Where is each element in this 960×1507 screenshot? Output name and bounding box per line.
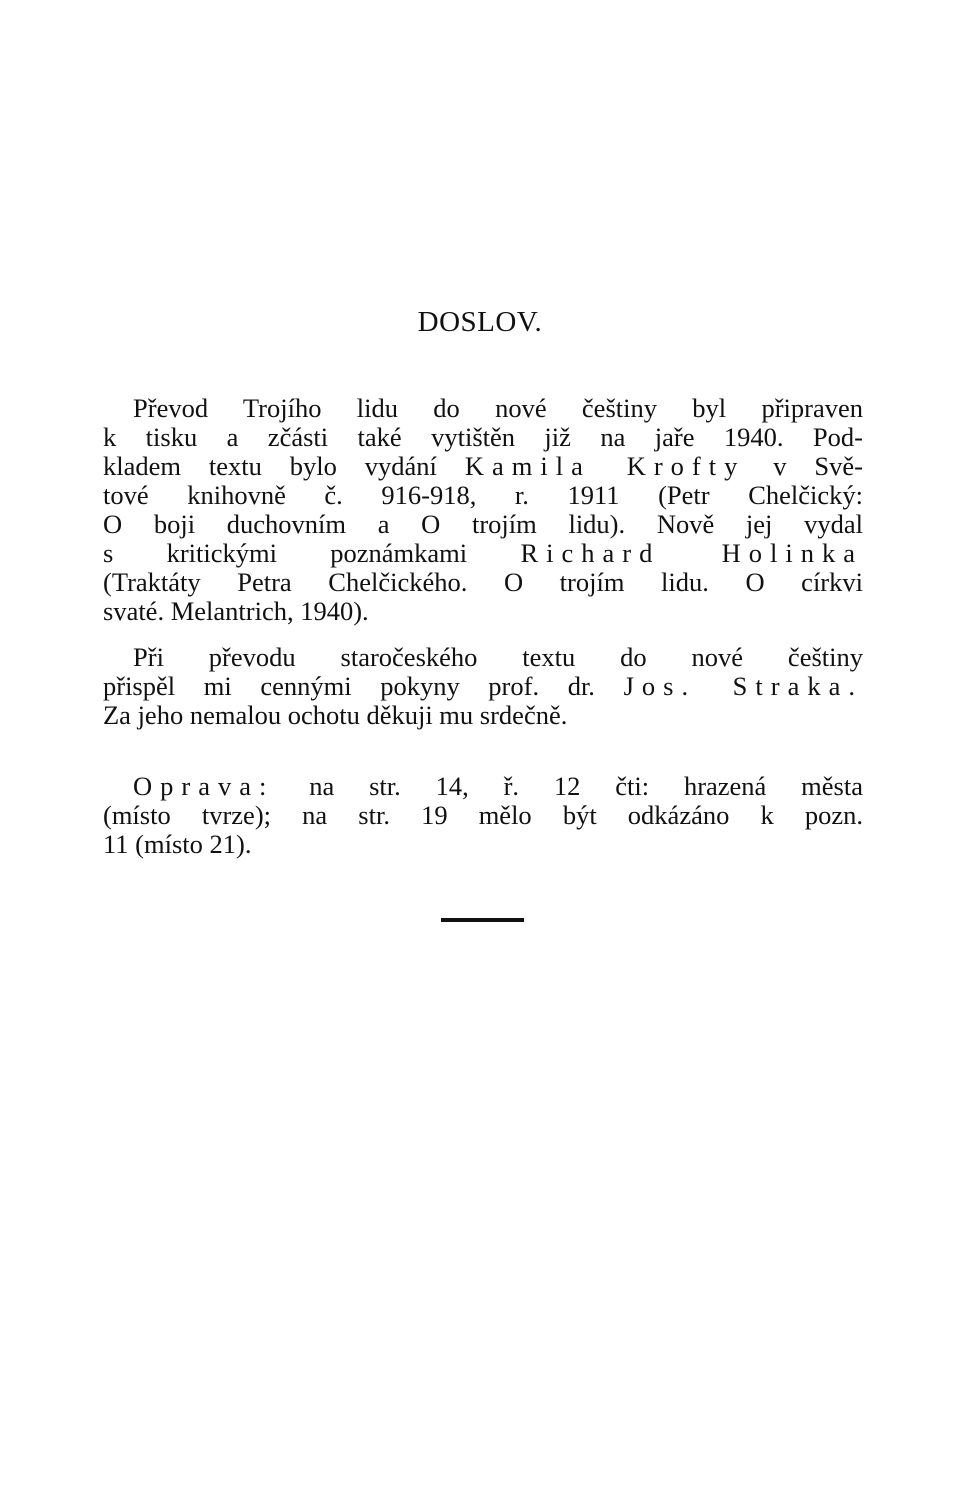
paragraph-line bbox=[103, 539, 863, 568]
editor-name-spaced: Richard Holinka bbox=[520, 538, 863, 568]
paragraph-line: Za jeho nemalou ochotu děkuji mu srdečně. bbox=[103, 700, 568, 730]
paragraph-line: tové knihovně č. 916-918, r. 1911 (Petr Chelčický: bbox=[103, 480, 863, 510]
line-segment: v Svě- bbox=[773, 451, 864, 481]
paragraph-line: (místo tvrze); na str. 19 mělo být odkázáno k pozn. bbox=[103, 800, 863, 830]
paragraph-line: Převod Trojího lidu do nové češtiny byl připraven bbox=[133, 393, 863, 423]
paragraph-translation-source bbox=[103, 394, 863, 626]
person-name-spaced: Jos. Straka. bbox=[623, 671, 864, 701]
paragraph-line: svaté. Melantrich, 1940). bbox=[103, 596, 369, 626]
paragraph-errata bbox=[103, 772, 863, 859]
line-segment: kladem textu bylo vydání bbox=[103, 451, 437, 481]
paragraph-line: 11 (místo 21). bbox=[103, 829, 252, 859]
paragraph-line: O boji duchovním a O trojím lidu). Nově jej vydal bbox=[103, 509, 863, 539]
line-segment: přispěl mi cennými pokyny prof. dr. bbox=[103, 671, 595, 701]
line-segment: s kritickými poznámkami bbox=[103, 538, 468, 568]
line-segment: na str. 14, ř. 12 čti: hrazená města bbox=[309, 771, 863, 801]
paragraph-line: k tisku a zčásti také vytištěn již na jaře 1940. Pod- bbox=[103, 422, 863, 452]
page-title: DOSLOV. bbox=[417, 306, 543, 338]
paragraph-acknowledgement bbox=[103, 643, 863, 730]
closing-rule-divider bbox=[441, 918, 524, 922]
paragraph-line: (Traktáty Petra Chelčického. O trojím lidu. O církvi bbox=[103, 567, 863, 597]
paragraph-line bbox=[103, 672, 863, 701]
paragraph-line bbox=[103, 452, 863, 481]
paragraph-line bbox=[103, 772, 863, 801]
errata-label-spaced: Oprava: bbox=[133, 771, 275, 801]
paragraph-line: Při převodu staročeského textu do nové češtiny bbox=[133, 642, 863, 672]
author-name-spaced: Kamila Krofty bbox=[464, 451, 746, 481]
